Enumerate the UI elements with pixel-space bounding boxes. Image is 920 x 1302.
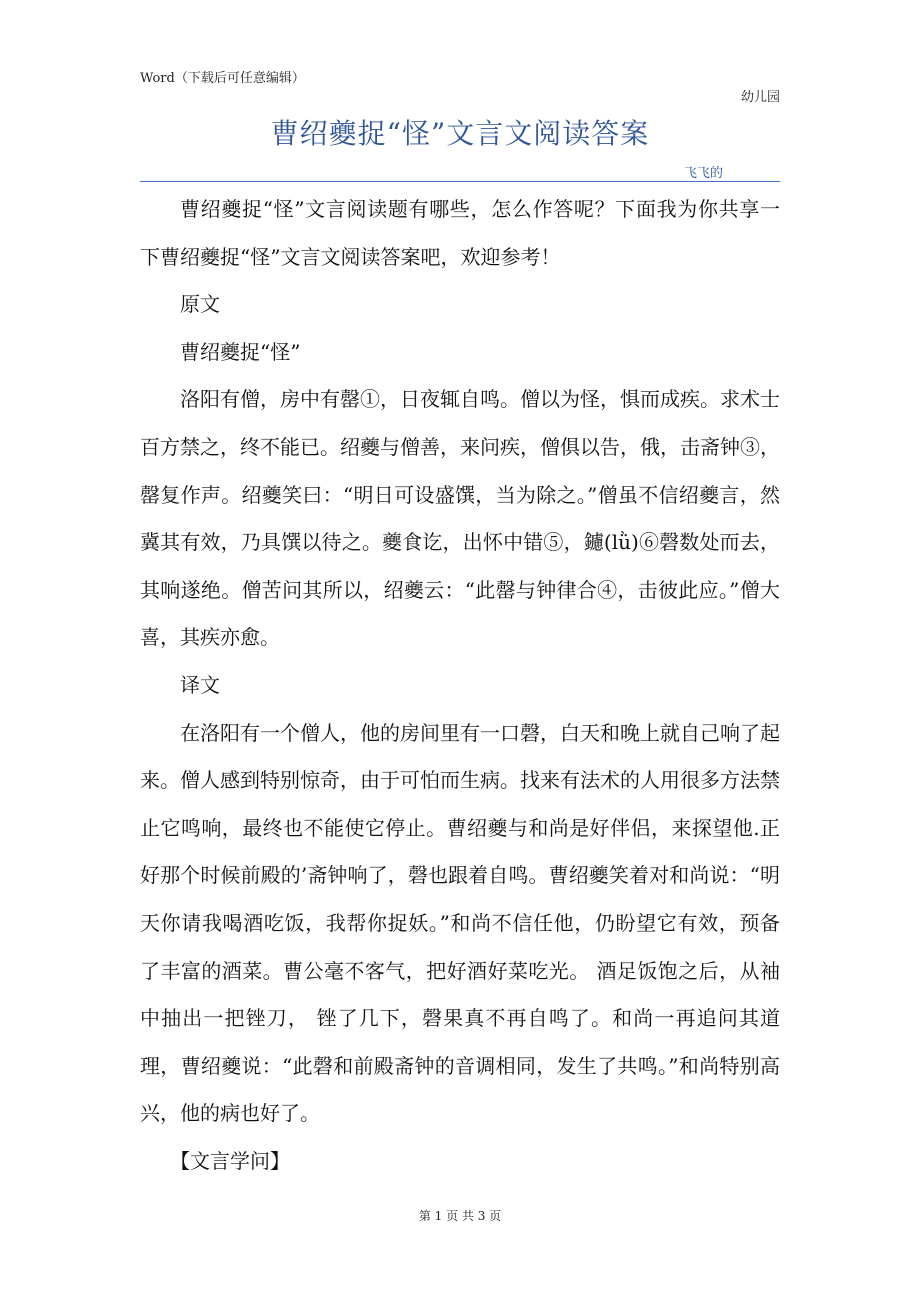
- intro-paragraph: 曹绍夔捉“怪”文言阅读题有哪些，怎么作答呢？下面我为你共享一下曹绍夔捉“怪”文言文阅读答案吧，欢迎参考！: [140, 197, 780, 269]
- page-footer: 第 1 页 共 3 页: [418, 1209, 502, 1223]
- original-text-paragraph: 洛阳有僧，房中有罄①，日夜辄自鸣。僧以为怪，惧而成疾。求术士百方禁之，终不能已。绍夔与僧善，来问疾，僧俱以告，俄，击斋钟③，罄复作声。绍夔笑曰：“明日可设盛馔，当为除之。”僧虽不信绍夔言，然冀其有效，乃具馔以待之。夔食讫，出怀中错⑤，鑢(lǜ)⑥磬数处而去，其响遂绝。僧苦问其所以，绍夔云：“此罄与钟律合④，击彼此应。”僧大喜，其疾亦愈。: [140, 387, 780, 650]
- document-title: 曹绍夔捉“怪”文言文阅读答案: [270, 117, 650, 150]
- header-category: 幼儿园: [740, 90, 780, 105]
- document-author: 飞飞的: [684, 166, 724, 181]
- translation-paragraph: 在洛阳有一个僧人，他的房间里有一口磬，白天和晚上就自己响了起来。僧人感到特别惊奇，由于可怕而生病。找来有法术的人用很多方法禁止它鸣响，最终也不能使它停止。曹绍夔与和尚是好伴侣，来探望他.正好那个时候前殿的’斋钟响了，磬也跟着自鸣。曹绍夔笑着对和尚说：“明天你请我喝酒吃饭，我帮你捉妖。”和尚不信任他，仍盼望它有效，预备了丰富的酒菜。曹公毫不客气，把好酒好菜吃光。 酒足饭饱之后，从袖中抽出一把锉刀， 锉了几下，磬果真不再自鸣了。和尚一再追问其道理，曹绍夔说：“此磬和前殿斋钟的音调相同，发生了共鸣。”和尚特别高兴，他的病也好了。: [140, 720, 780, 1126]
- section-heading-translation: 译文: [180, 672, 220, 697]
- section-heading-knowledge: 【文言学问】: [170, 1148, 290, 1173]
- title-divider: [140, 181, 780, 182]
- header-note: Word（下载后可任意编辑）: [140, 71, 305, 86]
- section-heading-original: 原文: [180, 292, 220, 317]
- document-body: [140, 186, 780, 1185]
- original-title: 曹绍夔捉“怪”: [180, 339, 301, 364]
